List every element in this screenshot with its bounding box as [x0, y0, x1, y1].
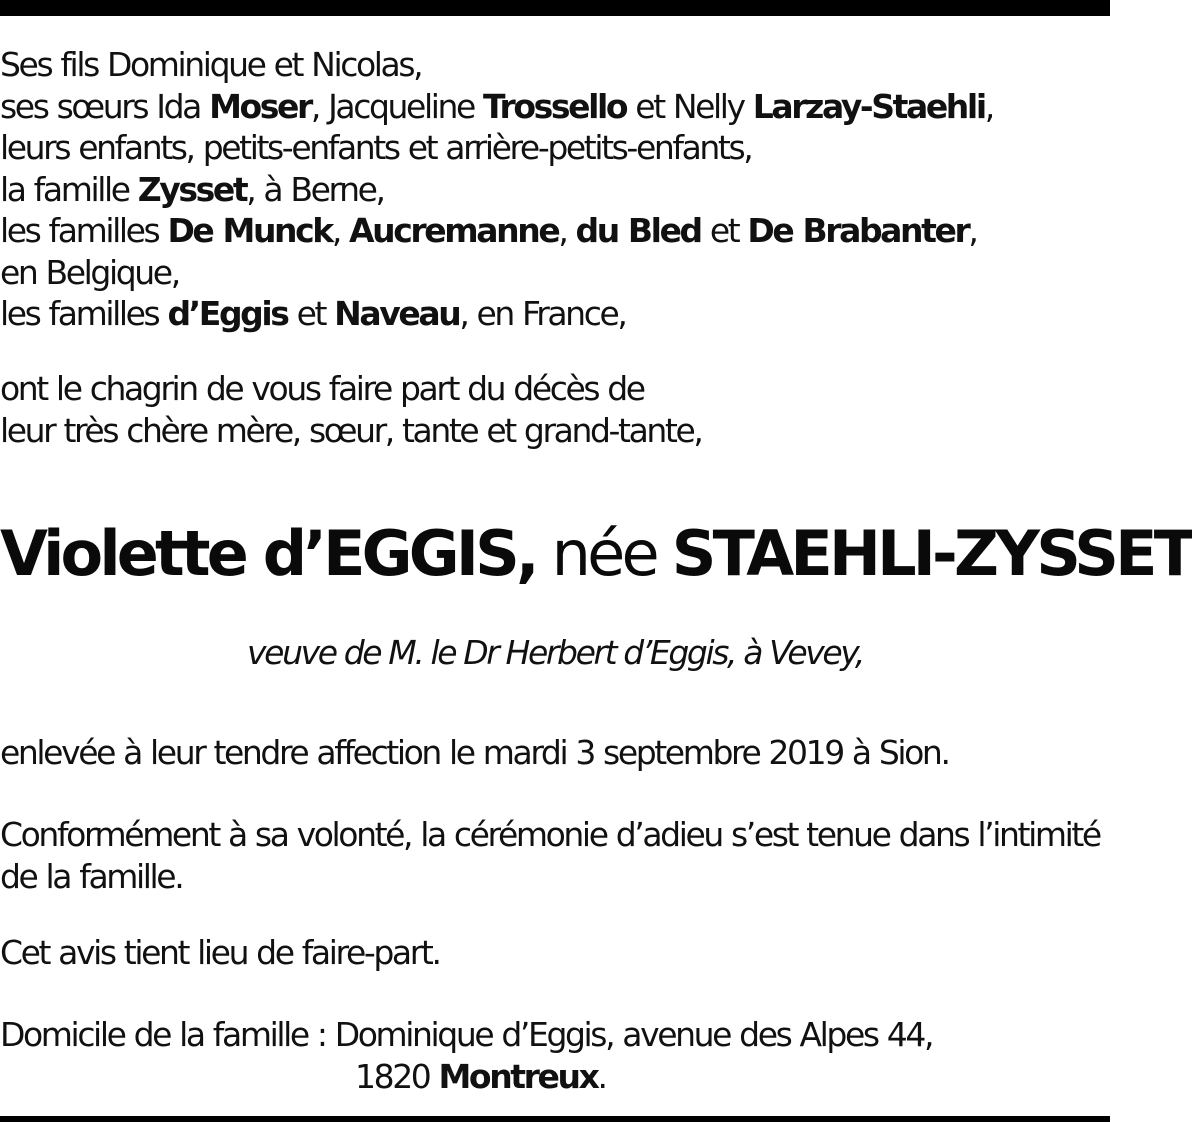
families-line-belgian: les familles De Munck, Aucremanne, du Bled et De Brabanter, [0, 211, 977, 250]
families-line-zysset: la famille Zysset, à Berne, [0, 169, 384, 209]
removed-text: enlevée à leur tendre affection le mardi 3 septembre 2019 à Sion. [0, 733, 949, 772]
ceremony-line-1: Conformément à sa volonté, la cérémonie d’adieu s’est tenue dans l’intimité [0, 815, 1100, 854]
families-line-french: les familles d’Eggis et Naveau, en France, [0, 294, 626, 333]
families-list [0, 44, 993, 335]
surname-larzay-staehli: Larzay-Staehli [752, 86, 985, 126]
maiden-name: STAEHLI-ZYSSET [671, 517, 1192, 590]
surname-de-munck: De Munck [167, 211, 332, 250]
announcement-line-1: ont le chagrin de vous faire part du décès de [0, 369, 644, 408]
notice-line [0, 932, 440, 974]
families-line-belgium: en Belgique, [0, 252, 179, 292]
families-line-sisters: ses sœurs Ida Moser, Jacqueline Trossello et Nelly Larzay-Staehli, [0, 86, 993, 126]
deceased-name: Violette d’EGGIS, [0, 517, 536, 590]
domicile-line-2: 1820 Montreux. [355, 1056, 606, 1096]
families-line-sons: Ses fils Dominique et Nicolas, [0, 45, 422, 84]
removed-line [0, 732, 949, 774]
nee-label: née [535, 517, 672, 590]
surname-naveau: Naveau [334, 294, 460, 333]
domicile-line-1: Domicile de la famille : Dominique d’Eggis, avenue des Alpes 44, [0, 1015, 933, 1054]
bottom-rule [0, 1116, 1110, 1122]
surname-du-bled: du Bled [575, 211, 701, 250]
surname-trossello: Trossello [483, 86, 627, 126]
widow-of-line: veuve de M. le Dr Herbert d’Eggis, à Vevey, [247, 633, 863, 672]
ceremony-paragraph [0, 814, 1100, 897]
deceased-name-heading [0, 517, 1192, 590]
ceremony-line-2: de la famille. [0, 856, 183, 896]
surname-d-eggis: d’Eggis [167, 294, 288, 333]
domicile-address [0, 1014, 932, 1097]
notice-text: Cet avis tient lieu de faire-part. [0, 933, 440, 972]
top-rule [0, 0, 1110, 16]
surname-moser: Moser [209, 86, 311, 126]
announcement-line-2: leur très chère mère, sœur, tante et grand-tante, [0, 410, 702, 450]
surname-zysset: Zysset [137, 169, 247, 209]
surname-de-brabanter: De Brabanter [747, 211, 969, 250]
city-montreux: Montreux [438, 1056, 598, 1096]
announcement [0, 368, 701, 451]
surname-aucremanne: Aucremanne [349, 211, 559, 250]
families-line-children: leurs enfants, petits-enfants et arrière-petits-enfants, [0, 128, 752, 167]
